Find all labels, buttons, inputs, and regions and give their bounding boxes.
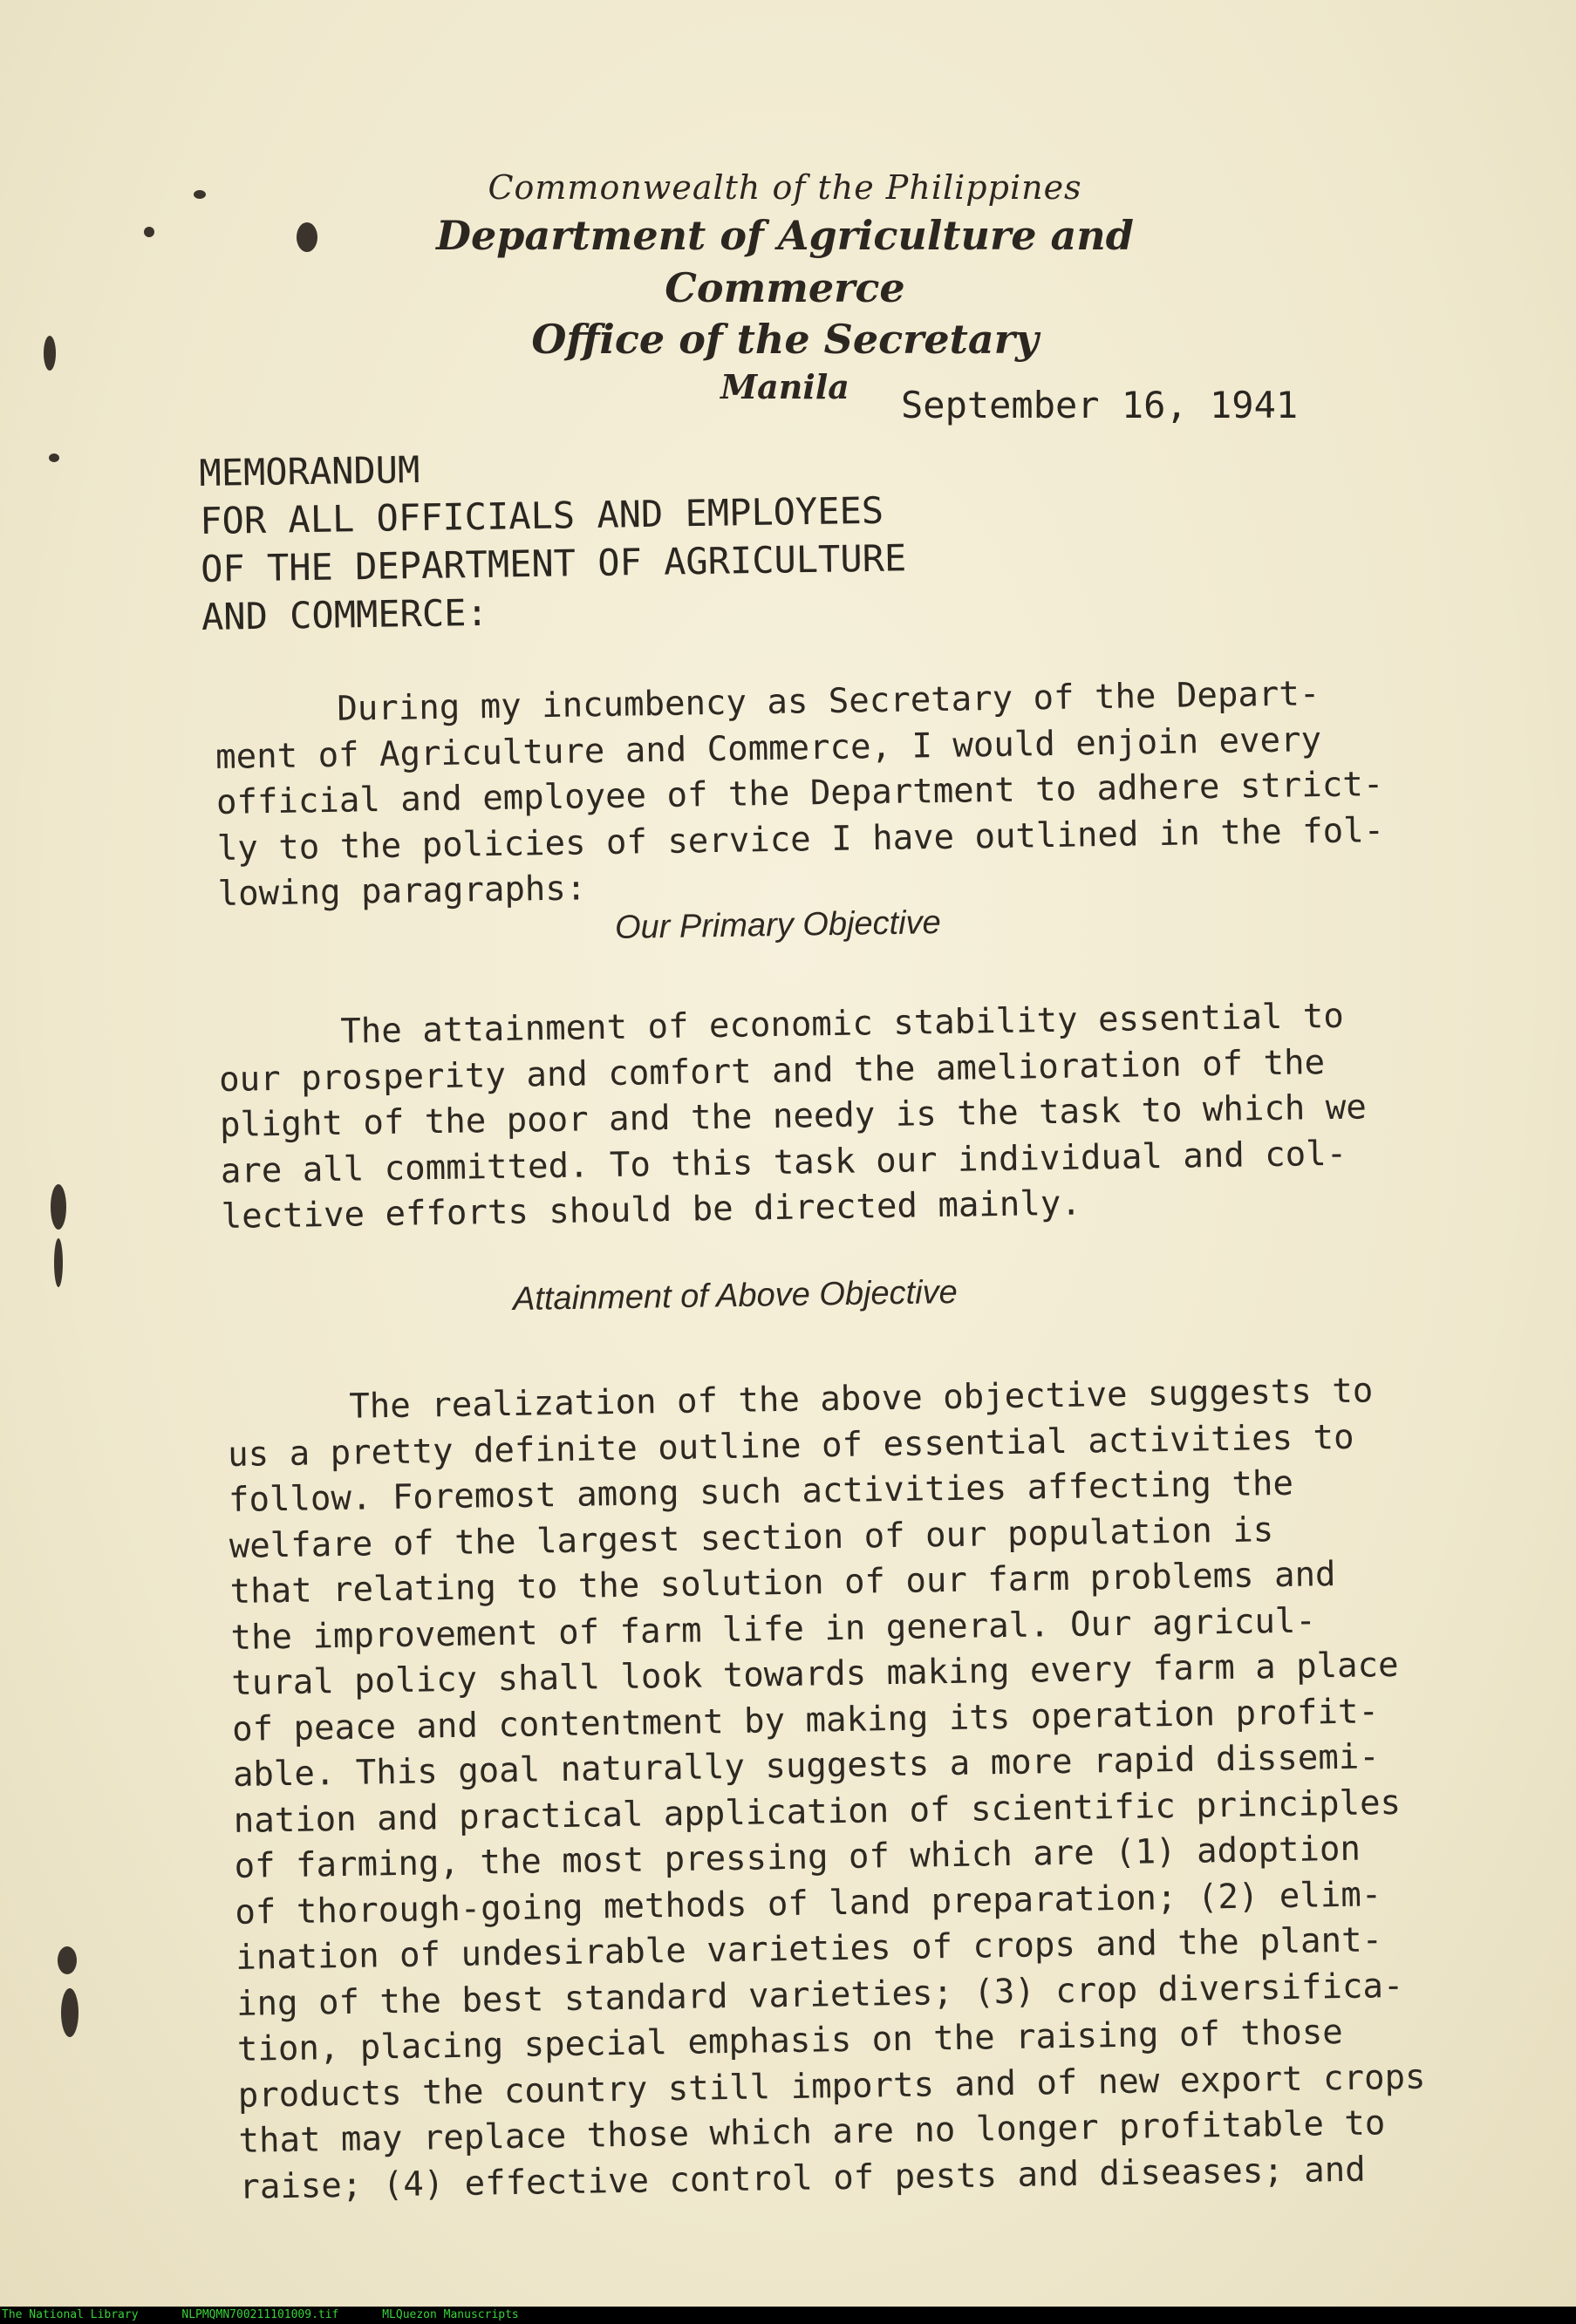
- text-line: raise; (4) effective control of pests and diseases; and: [239, 2150, 1367, 2207]
- text-line: welfare of the largest section of our population is: [229, 1510, 1274, 1566]
- punch-hole: [51, 1184, 66, 1230]
- punch-hole: [61, 1988, 78, 2037]
- text-line: The attainment of economic stability essential to: [340, 996, 1345, 1052]
- text-line: The realization of the above objective suggests to: [349, 1371, 1374, 1427]
- text-line: that may replace those which are no longer profitable to: [238, 2103, 1386, 2161]
- address-line: OF THE DEPARTMENT OF AGRICULTURE: [200, 536, 907, 590]
- letterhead: [349, 166, 1221, 410]
- attainment-paragraph: [227, 1368, 1428, 2211]
- text-line: of thorough-going methods of land preparation; (2) elim-: [235, 1874, 1382, 1932]
- objective-paragraph: [218, 993, 1368, 1240]
- address-line: MEMORANDUM: [199, 448, 420, 494]
- letterhead-city: Manila: [720, 367, 849, 406]
- memo-date: September 16, 1941: [901, 384, 1299, 426]
- punch-hole: [54, 1238, 63, 1287]
- letterhead-department: Department of Agriculture and Commerce: [436, 212, 1134, 311]
- text-line: that relating to the solution of our farm problems and: [229, 1555, 1336, 1612]
- address-line: AND COMMERCE:: [201, 590, 489, 638]
- letterhead-office: Office of the Secretary: [531, 316, 1039, 363]
- punch-hole: [144, 227, 154, 237]
- punch-hole: [194, 190, 206, 199]
- text-line: lowing paragraphs:: [217, 869, 587, 914]
- address-line: FOR ALL OFFICIALS AND EMPLOYEES: [199, 488, 884, 542]
- text-line: of peace and contentment by making its operation profit-: [231, 1691, 1380, 1749]
- text-line: the improvement of farm life in general. Our agricul-: [230, 1600, 1317, 1658]
- punch-hole: [58, 1946, 77, 1974]
- text-line: able. This goal naturally suggests a more rapid dissemi-: [232, 1737, 1381, 1795]
- text-line: tural policy shall look towards making every farm a place: [230, 1645, 1399, 1703]
- text-line: follow. Foremost among such activities affecting the: [228, 1463, 1294, 1520]
- text-line: are all committed. To this task our individual and col-: [220, 1134, 1347, 1191]
- heading-attainment: Attainment of Above Objective: [512, 1273, 959, 1319]
- text-line: ing of the best standard varieties; (3) crop diversifica-: [235, 1966, 1404, 2024]
- memo-addressee: [199, 438, 908, 641]
- footer-library: The National Library: [2, 2308, 139, 2321]
- text-line: lective efforts should be directed mainly.: [221, 1183, 1082, 1237]
- text-line: ly to the policies of service I have outlined in the fol-: [216, 810, 1385, 869]
- text-line: official and employee of the Department to adhere strict-: [215, 764, 1384, 822]
- text-line: nation and practical application of scientific principles: [233, 1782, 1402, 1841]
- scan-footer-bar: [0, 2307, 1576, 2324]
- letterhead-commonwealth: Commonwealth of the Philippines: [488, 168, 1082, 207]
- text-line: During my incumbency as Secretary of the Depart-: [337, 674, 1320, 729]
- punch-hole: [49, 453, 59, 462]
- heading-primary-objective: Our Primary Objective: [614, 904, 942, 946]
- text-line: products the country still imports and of new export crops: [237, 2057, 1426, 2116]
- text-line: of farming, the most pressing of which are (1) adoption: [234, 1829, 1361, 1886]
- punch-hole: [297, 222, 317, 252]
- intro-paragraph: [215, 671, 1385, 917]
- text-line: our prosperity and comfort and the amelioration of the: [218, 1042, 1326, 1100]
- text-line: ination of undesirable varieties of crops and the plant-: [235, 1920, 1383, 1978]
- text-line: tion, placing special emphasis on the raising of those: [236, 2012, 1344, 2069]
- footer-collection: MLQuezon Manuscripts: [382, 2308, 519, 2321]
- text-line: plight of the poor and the needy is the task to which we: [219, 1087, 1368, 1145]
- punch-hole: [44, 336, 56, 371]
- text-line: ment of Agriculture and Commerce, I would enjoin every: [215, 719, 1322, 777]
- text-line: us a pretty definite outline of essential activities to: [227, 1417, 1354, 1475]
- footer-filename: NLPMQMN700211101009.tif: [181, 2308, 339, 2321]
